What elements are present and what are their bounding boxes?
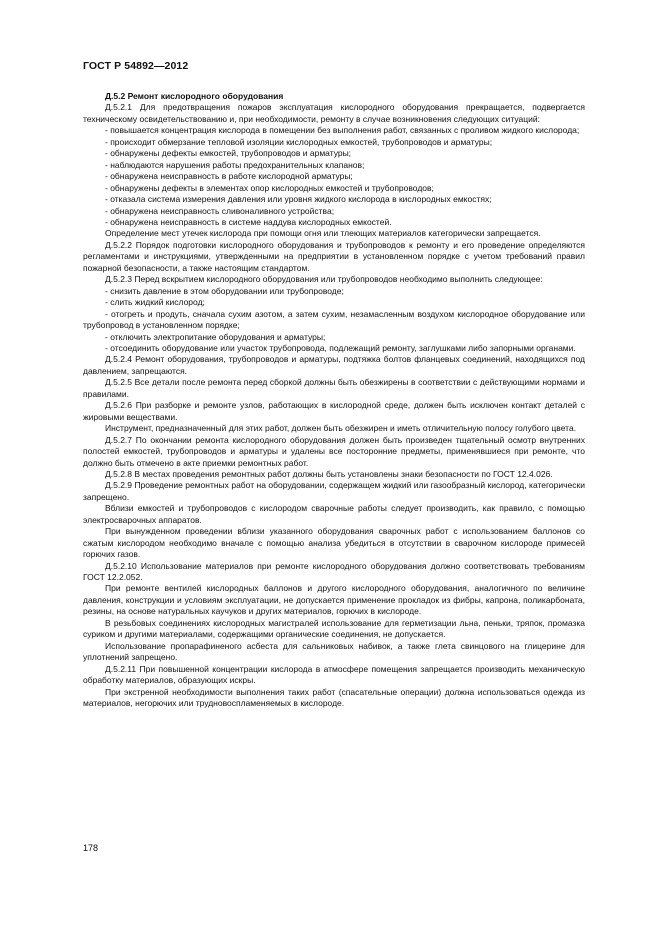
paragraph: Д.5.2.2 Порядок подготовки кислородного оборудования и трубопроводов к ремонту и его проведение определяются регламентами и инструкциями, утвержденными на предприятии в установленном порядке с учетом требований правил пожарной безопасности, а также настоящим стандартом. [83,239,585,273]
paragraph: Д.5.2.5 Все детали после ремонта перед сборкой должны быть обезжирены в соответствии с действующими нормами и правилами. [83,377,585,399]
list-item: - повышается концентрация кислорода в помещении без выполнения работ, связанных с проливом жидкого кислорода; [105,125,580,136]
document-body [83,91,585,709]
list-item: - обнаружены дефекты в элементах опор кислородных емкостей и трубопроводов; [105,182,434,193]
paragraph: Д.5.2.1 Для предотвращения пожаров эксплуатация кислородного оборудования прекращается, подвергается техническому освидетельствованию и, при необходимости, ремонту в случае возникновения следующих ситуаций: [83,102,585,124]
list-item: - происходит обмерзание тепловой изоляции кислородных емкостей, трубопроводов и арматуры; [105,136,493,147]
list-item: - отогреть и продуть, сначала сухим азотом, а затем сухим, незамасленным воздухом кислородное оборудование или трубопровод в установленном порядке; [83,308,585,331]
list-item: - обнаружена неисправность в работе кислородной арматуры; [105,171,353,182]
paragraph: Д.5.2.10 Использование материалов при ремонте кислородного оборудования должно соответствовать требованиям ГОСТ 12.2.052. [83,560,585,583]
list-item: - наблюдаются нарушения работы предохранительных клапанов; [105,159,365,170]
paragraph: Д.5.2.11 При повышенной концентрации кислорода в атмосфере помещения запрещается производить механическую обработку материалов, образующих искры. [83,663,585,686]
page-number: 178 [83,843,99,853]
list-item: - отключить электропитание оборудования и арматуры; [105,331,326,342]
paragraph: Вблизи емкостей и трубопроводов с кислородом сварочные работы следует производить, как правило, с помощью электросварочных аппаратов. [83,503,585,525]
paragraph: Определение мест утечек кислорода при помощи огня или тлеющих материалов категорически запрещается. [105,228,541,239]
paragraph: Д.5.2.3 Перед вскрытием кислородного оборудования или трубопроводов необходимо выполнить следующее: [105,274,543,285]
document-header: ГОСТ Р 54892—2012 [83,60,189,72]
list-item: - обнаружена неисправность в системе наддува кислородных емкостей. [105,216,392,227]
paragraph: Д.5.2.6 При разборке и ремонте узлов, работающих в кислородной среде, должен быть исключен контакт деталей с жировыми веществами. [83,400,585,422]
paragraph: Инструмент, предназначенный для этих работ, должен быть обезжирен и иметь отличительную полосу голубого цвета. [105,423,577,434]
list-item: - обнаружена неисправность сливоналивного устройства; [105,205,335,216]
paragraph: При ремонте вентилей кислородных баллонов и другого кислородного оборудования, аналогичного по величине давления, конструкции и условиям эксплуатации, не допускается применение прокладок из фибры, капрона, поликарбоната, резины, на основе натуральных каучуков и других материалов, горючих в кислороде. [83,583,585,617]
list-item: - отсоединить оборудование или участок трубопровода, подлежащий ремонту, заглушками либо запорными органами. [105,342,576,353]
paragraph: При экстренной необходимости выполнения таких работ (спасательные операции) должна использоваться одежда из материалов, негорючих или трудновоспламеняемых в кислороде. [83,686,585,709]
list-item: - отказала система измерения давления или уровня жидкого кислорода в кислородных емкостях; [105,194,492,205]
section-title: Д.5.2 Ремонт кислородного оборудования [105,91,284,101]
paragraph: Д.5.2.9 Проведение ремонтных работ на оборудовании, содержащем жидкий или газообразный кислород, категорически запрещено. [83,480,585,502]
list-item: - снизить давление в этом оборудовании или трубопроводе; [105,285,344,296]
list-item: - обнаружены дефекты емкостей, трубопроводов и арматуры; [105,148,352,159]
paragraph: При вынужденном проведении вблизи указанного оборудования сварочных работ с использованием баллонов со сжатым кислородом необходимо вначале с помощью анализа убедиться в отсутствии в сварочном кислороде примесей горючих газов. [83,526,585,560]
paragraph: Использование пропарафиненого асбеста для сальниковых набивок, а также глета свинцового на глицерине для уплотнений запрещено. [83,640,585,663]
paragraph: В резьбовых соединениях кислородных магистралей использование для герметизации льна, пеньки, тряпок, промазка суриком и другими материалами, содержащими органические соединения, не допускается. [83,617,585,640]
list-item: - слить жидкий кислород; [105,297,205,308]
paragraph: Д.5.2.4 Ремонт оборудования, трубопроводов и арматуры, подтяжка болтов фланцевых соединений, находящихся под давлением, запрещаются. [83,354,585,376]
paragraph: Д.5.2.8 В местах проведения ремонтных работ должны быть установлены знаки безопасности по ГОСТ 12.4.026. [105,468,553,479]
paragraph: Д.5.2.7 По окончании ремонта кислородного оборудования должен быть произведен тщательный осмотр внутренних полостей емкостей, трубопроводов и арматуры и удалены все посторонние предметы, применявшиеся при ремонте, что должно быть отмечено в акте приемки ремонтных работ. [83,434,585,468]
